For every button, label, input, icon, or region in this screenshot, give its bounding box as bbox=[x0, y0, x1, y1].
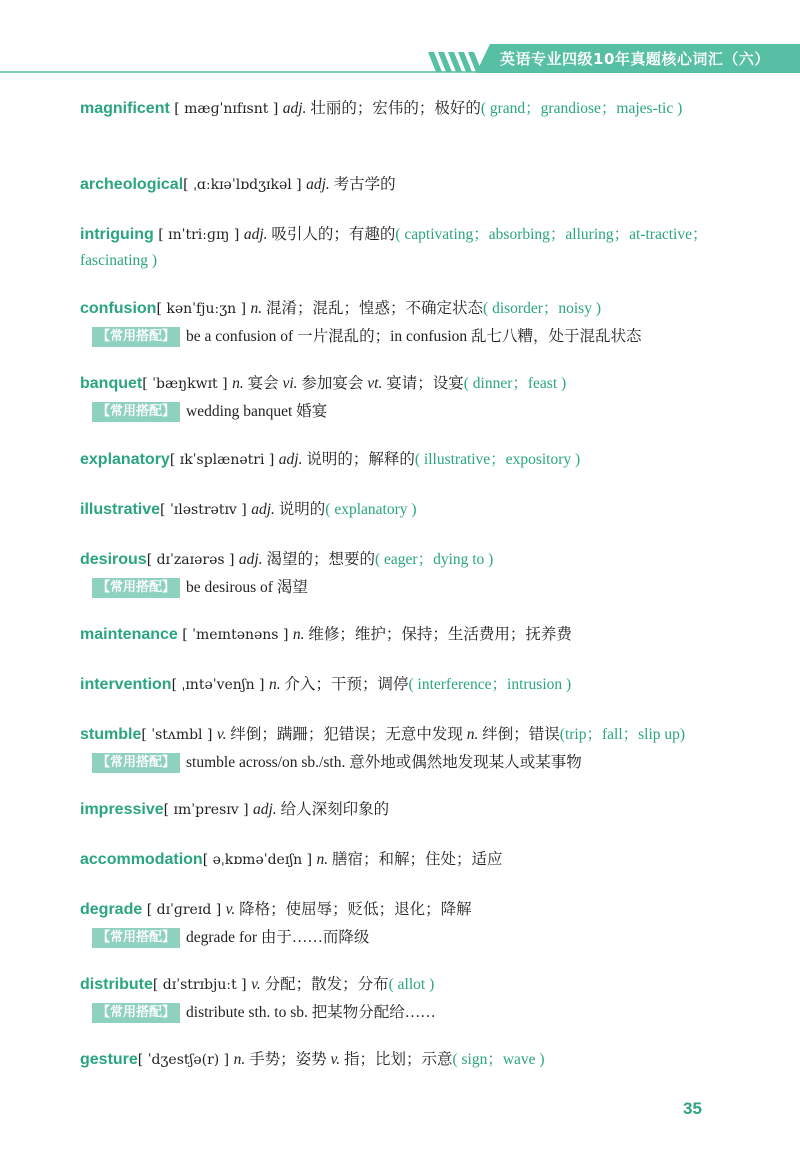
entry-pronunciation: [ dɪˈɡreɪd ] bbox=[142, 902, 226, 918]
entry-collocation bbox=[80, 399, 708, 424]
entry-pronunciation: [ kənˈfjuːʒn ] bbox=[156, 301, 251, 317]
entry-definition: 渴望的；想要的 bbox=[262, 551, 375, 568]
entry-synonyms: ( dinner；feast ) bbox=[463, 375, 567, 392]
entry-word: confusion bbox=[80, 300, 157, 317]
collocation-badge: 【常用搭配】 bbox=[92, 1003, 180, 1023]
entry-synonyms: ( disorder；noisy ) bbox=[483, 300, 601, 317]
entry-pos: n. bbox=[268, 676, 281, 693]
entry-pos-2: vi. bbox=[282, 375, 298, 392]
entry-pronunciation: [ ɪmˈpresɪv ] bbox=[163, 802, 253, 818]
collocation-badge: 【常用搭配】 bbox=[92, 753, 180, 773]
entry-pronunciation: [ ɪnˈtriːɡɪŋ ] bbox=[153, 227, 244, 243]
entry-degrade bbox=[80, 897, 708, 950]
entry-word: magnificent bbox=[80, 100, 170, 117]
entry-pronunciation: [ ˈdʒestʃə(r) ] bbox=[137, 1052, 234, 1068]
collocation-text: be desirous of 渴望 bbox=[186, 579, 308, 596]
entry-pos: v. bbox=[251, 976, 261, 993]
entry-illustrative bbox=[80, 497, 708, 523]
entry-synonyms: ( explanatory ) bbox=[325, 501, 417, 518]
entry-pos: adj. bbox=[238, 551, 263, 568]
entry-definition: 说明的 bbox=[274, 501, 326, 518]
entry-collocation bbox=[80, 324, 708, 349]
running-header bbox=[0, 44, 800, 72]
entry-maintenance bbox=[80, 622, 708, 648]
entry-gesture bbox=[80, 1047, 708, 1073]
entry-pos: adj. bbox=[251, 501, 275, 518]
entry-definition-2: 指；比划；示意 bbox=[340, 1051, 453, 1068]
collocation-text: stumble across/on sb./sth. 意外地或偶然地发现某人或某事物 bbox=[186, 754, 582, 771]
entry-synonyms: (trip；fall；slip up) bbox=[559, 726, 686, 743]
entry-pronunciation: [ dɪˈzaɪərəs ] bbox=[146, 552, 239, 568]
entry-pos: v. bbox=[216, 726, 227, 743]
entry-pos: adj. bbox=[243, 226, 268, 243]
entry-pronunciation: [ dɪˈstrɪbjuːt ] bbox=[152, 977, 252, 993]
entry-pos: v. bbox=[225, 901, 236, 918]
entry-word: gesture bbox=[80, 1051, 138, 1068]
entry-definition: 膳宿；和解；住处；适应 bbox=[328, 851, 503, 868]
entry-definition: 给人深刻印象的 bbox=[276, 801, 390, 818]
entry-definition: 壮丽的；宏伟的；极好的 bbox=[306, 100, 481, 117]
entry-synonyms: ( grand；grandiose；majes-tic ) bbox=[480, 100, 683, 117]
entry-synonyms: ( captivating；absorbing；alluring；at-tractive；fascinating ) bbox=[80, 226, 708, 269]
entry-collocation bbox=[80, 750, 708, 775]
entry-definition: 手势；姿势 bbox=[245, 1051, 331, 1068]
entry-word: intervention bbox=[80, 676, 172, 693]
entry-definition: 宴会 bbox=[243, 375, 283, 392]
entry-synonyms: ( sign；wave ) bbox=[452, 1051, 545, 1068]
entry-definition: 吸引人的；有趣的 bbox=[267, 226, 396, 243]
entry-pronunciation: [ ˈbæŋkwɪt ] bbox=[142, 376, 233, 392]
entry-desirous bbox=[80, 547, 708, 600]
entry-word: illustrative bbox=[80, 501, 161, 518]
entry-pronunciation: [ ˌɪntəˈvenʃn ] bbox=[171, 677, 269, 693]
entry-definition-3: 宴请；设宴 bbox=[382, 375, 464, 392]
collocation-badge: 【常用搭配】 bbox=[92, 327, 180, 347]
header-title: 英语专业四级10年真题核心词汇（六） bbox=[500, 50, 770, 68]
entry-pronunciation: [ ɪkˈsplænətri ] bbox=[169, 452, 279, 468]
entry-collocation bbox=[80, 925, 708, 950]
entry-word: archeological bbox=[80, 176, 184, 193]
entry-impressive bbox=[80, 797, 708, 823]
entry-magnificent bbox=[80, 96, 708, 122]
entry-collocation bbox=[80, 1000, 708, 1025]
entry-synonyms: ( illustrative；expository ) bbox=[414, 451, 581, 468]
entry-word: stumble bbox=[80, 726, 142, 743]
entry-pos: n. bbox=[250, 300, 263, 317]
entry-banquet bbox=[80, 371, 708, 424]
entry-word: degrade bbox=[80, 901, 143, 918]
entry-synonyms: ( eager；dying to ) bbox=[374, 551, 494, 568]
collocation-badge: 【常用搭配】 bbox=[92, 578, 180, 598]
entry-pronunciation: [ ˈstʌmbl ] bbox=[141, 727, 217, 743]
entry-word: intriguing bbox=[80, 226, 154, 243]
entry-synonyms: ( allot ) bbox=[388, 976, 435, 993]
entry-word: accommodation bbox=[80, 851, 203, 868]
entry-definition: 介入；干预；调停 bbox=[280, 676, 409, 693]
entry-pronunciation: [ mæɡˈnɪfɪsnt ] bbox=[169, 101, 283, 117]
entry-pos-2: v. bbox=[330, 1051, 341, 1068]
entry-word: banquet bbox=[80, 375, 143, 392]
entry-pronunciation: [ əˌkɒməˈdeɪʃn ] bbox=[202, 852, 317, 868]
entry-definition: 考古学的 bbox=[329, 176, 396, 193]
entry-definition: 降格；使屈辱；贬低；退化；降解 bbox=[235, 901, 472, 918]
entry-archeological bbox=[80, 172, 708, 198]
entry-pos-3: vt. bbox=[367, 375, 383, 392]
entry-collocation bbox=[80, 575, 708, 600]
entry-pos: adj. bbox=[253, 801, 277, 818]
entry-word: explanatory bbox=[80, 451, 170, 468]
entry-stumble bbox=[80, 722, 708, 775]
entry-intervention bbox=[80, 672, 708, 698]
collocation-text: degrade for 由于……而降级 bbox=[186, 929, 370, 946]
collocation-badge: 【常用搭配】 bbox=[92, 928, 180, 948]
entry-word: impressive bbox=[80, 801, 164, 818]
collocation-text: be a confusion of 一片混乱的；in confusion 乱七八糟，处于混乱状态 bbox=[186, 328, 642, 345]
entry-pos: n. bbox=[316, 851, 329, 868]
entry-definition: 说明的；解释的 bbox=[302, 451, 415, 468]
entry-distribute bbox=[80, 972, 708, 1025]
entry-pronunciation: [ ˈɪləstrətɪv ] bbox=[160, 502, 252, 518]
entry-definition-2: 绊倒；错误 bbox=[478, 726, 560, 743]
entry-definition: 分配；散发；分布 bbox=[260, 976, 389, 993]
collocation-badge: 【常用搭配】 bbox=[92, 402, 180, 422]
entry-definition: 混淆；混乱；惶惑；不确定状态 bbox=[262, 300, 484, 317]
collocation-text: distribute sth. to sb. 把某物分配给…… bbox=[186, 1004, 436, 1021]
entry-pos: adj. bbox=[282, 100, 307, 117]
entry-pronunciation: [ ˌɑːkɪəˈlɒdʒɪkəl ] bbox=[183, 177, 307, 193]
entry-pronunciation: [ ˈmeɪntənəns ] bbox=[177, 627, 293, 643]
collocation-text: wedding banquet 婚宴 bbox=[186, 403, 328, 420]
entry-pos: n. bbox=[233, 1051, 246, 1068]
entry-confusion bbox=[80, 296, 708, 349]
entry-explanatory bbox=[80, 447, 708, 473]
entry-word: distribute bbox=[80, 976, 153, 993]
header-stripes-decoration bbox=[428, 52, 484, 72]
entry-definition-2: 参加宴会 bbox=[297, 375, 368, 392]
entry-pos: n. bbox=[232, 375, 244, 392]
entry-pos: adj. bbox=[278, 451, 303, 468]
page-number: 35 bbox=[683, 1099, 702, 1118]
entry-definition: 绊倒；蹒跚；犯错误；无意中发现 bbox=[226, 726, 467, 743]
entry-word: desirous bbox=[80, 551, 147, 568]
entry-pos: adj. bbox=[306, 176, 330, 193]
entry-synonyms: ( interference；intrusion ) bbox=[408, 676, 572, 693]
entry-pos: n. bbox=[292, 626, 305, 643]
entry-word: maintenance bbox=[80, 626, 178, 643]
entry-definition: 维修；维护；保持；生活费用；抚养费 bbox=[304, 626, 572, 643]
entry-accommodation bbox=[80, 847, 708, 873]
entry-intriguing bbox=[80, 222, 708, 273]
entry-pos-2: n. bbox=[466, 726, 479, 743]
